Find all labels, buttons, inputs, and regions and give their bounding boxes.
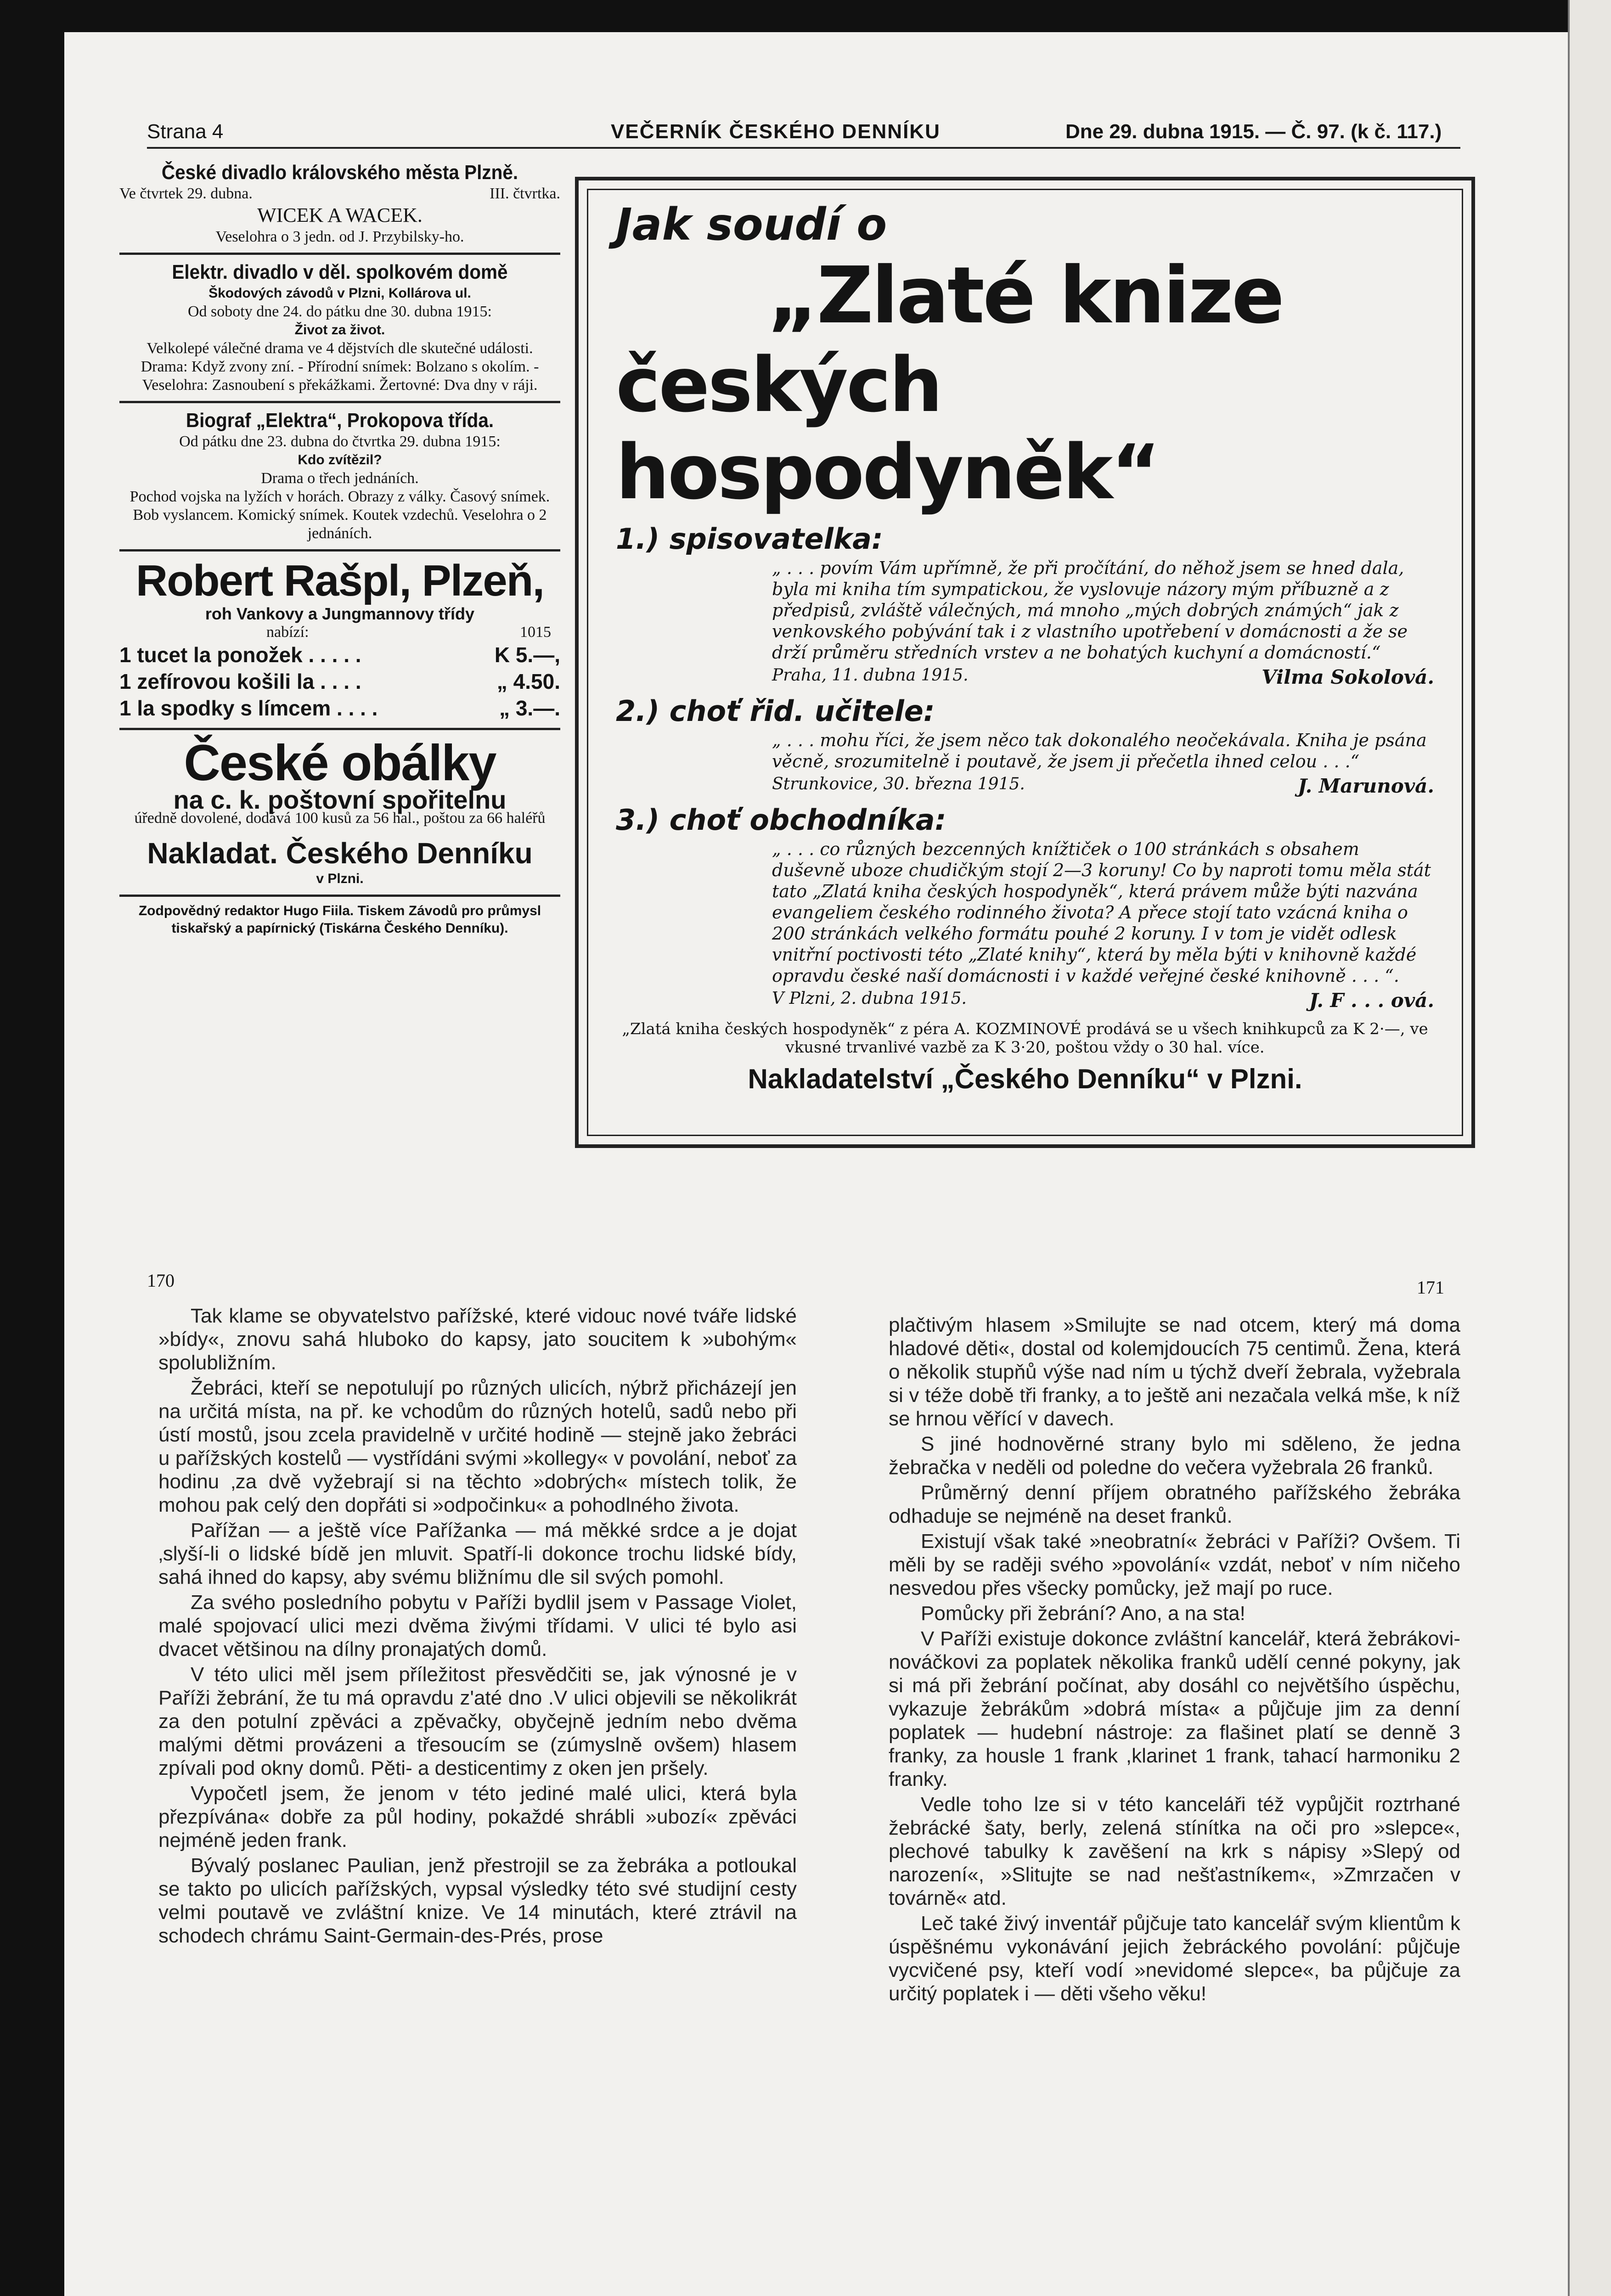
elektr-title: Elektr. divadlo v děl. spolkovém domě (172, 261, 508, 283)
divider (119, 549, 560, 551)
obalky-desc: úředně dovolené, dodává 100 kusů za 56 hal., poštou za 66 haléřů (134, 810, 546, 827)
testimonial-author: 2.) choť řid. učitele: (616, 694, 935, 728)
biograf-listing (119, 409, 560, 543)
obalky-city: v Plzni. (316, 871, 364, 886)
paragraph: Vedle toho lze si v této kanceláři též vypůjčit roztrhané žebrácké šaty, berly, zelená stínítka na oči pro »slepce«, plechové tabulky k zavěšení na krk s nápisy »Slepý od narození«, »Slitujte se nad nešťastníkem«, »Zmrzačen v továrně« atd. (889, 1793, 1460, 1909)
testimonial-quote: „ . . . povím Vám upřímně, že při pročítání, do něhož jsem se hned dala, byla mi kniha tím sympatickou, že vyslovuje názory mým příbuzně a z předpisů, zvláště válečných, má mnoho „mých dobrých známých“ jak z venkovského pobývání tak i z vlastního upotřebení v domácnosti a že se drží průměru středních vrstev a ne bohatých kuchyní a domácností.“ (772, 558, 1408, 663)
testimonial-author: 1.) spisovatelka: (616, 522, 883, 556)
obalky-sub: na c. k. poštovní spořitelnu (173, 785, 507, 814)
raspl-offer: nabízí: (266, 624, 309, 641)
testimonial-name: J. F . . . ová. (1309, 989, 1434, 1012)
ad-title-line2: českých hospodyněk“ (616, 341, 1159, 516)
testimonial-quote: „ . . . mohu říci, že jsem něco tak dokonalého neočekávala. Kniha je psána věcně, srozumitelně i poutavě, že jsem ji přečetla ihned celou . . .“ (772, 730, 1427, 771)
issue-date: Dne 29. dubna 1915. — Č. 97. (k č. 117.) (1065, 120, 1442, 143)
testimonial-place: Praha, 11. dubna 1915. (772, 666, 969, 685)
elektr-desc: Velkolepé válečné drama ve 4 dějstvích dle skutečné události. (146, 340, 533, 357)
elektr-more: Drama: Když zvony zní. - Přírodní snímek: Bolzano s okolím. - Veselohra: Zasnoubení s překážkami. Žertovné: Dva dny v ráji. (141, 358, 539, 394)
theatre-date: Ve čtvrtek 29. dubna. (119, 185, 253, 202)
elektr-feature: Život za život. (294, 322, 385, 338)
left-column (119, 161, 560, 937)
paragraph: Pomůcky při žebrání? Ano, a na sta! (921, 1602, 1245, 1625)
ad-publisher: Nakladatelství „Českého Denníku“ v Plzni. (748, 1064, 1302, 1094)
book-advertisement (575, 177, 1475, 1148)
biograf-dates: Od pátku dne 23. dubna do čtvrtka 29. dubna 1915: (179, 433, 501, 450)
paragraph: Leč také živý inventář půjčuje tato kancelář svým klientům k úspěšnému vykonávání jejich žebráckého povolání: půjčuje vycvičené psy, kteří vodí »nevidomé slepce«, ba půjčuje za určitý poplatek i — děti všeho věku! (889, 1912, 1460, 2005)
paragraph: Za svého posledního pobytu v Paříži bydlil jsem v Passage Violet, malé spojovací ulici mezi dvěma živými třídami. V ulici té bylo asi dvacet většinou na dílny pronajatých domů. (158, 1591, 797, 1660)
newspaper-title: VEČERNÍK ČESKÉHO DENNÍKU (611, 120, 941, 143)
paragraph: Tak klame se obyvatelstvo pařížské, které vidouc nové tváře lidské »bídy«, znovu sahá hluboko do kapsy, jato soucitem k »ubohým« spolubližním. (158, 1305, 797, 1374)
paragraph: S jiné hodnověrné strany bylo mi sděleno, že jedna žebračka v neděli od poledne do večera vyžebrala 26 franků. (889, 1433, 1460, 1479)
ad-intro: Jak soudí o (616, 199, 887, 250)
testimonial-author: 3.) choť obchodníka: (616, 803, 946, 837)
obalky-publisher: Nakladat. Českého Denníku (147, 837, 533, 870)
book-page-number-right: 171 (1417, 1277, 1444, 1298)
divider (119, 728, 560, 730)
paragraph: Existují však také »neobratní« žebráci v Paříži? Ovšem. Ti měli by se raději svého »povolání« vzdát, neboť v ním ničeho nesvedou přes všecky pomůcky, jež mají po ruce. (889, 1530, 1460, 1599)
divider (119, 401, 560, 403)
imprint: Zodpovědný redaktor Hugo Fiila. Tiskem Závodů pro průmysl tiskařský a papírnický (Tiskárna Českého Denníku). (138, 903, 541, 936)
paragraph: V Paříži existuje dokonce zvláštní kancelář, která žebrákovi-nováčkovi za poplatek několika franků udělí cenné pokyny, jak si má při žebrání počínat, aby dosáhl co největšího úspěchu, vykazuje žebrákům »dobrá místa« a půjčuje jim za denní poplatek — hudební nástroje: za flašinet platí se denně 3 franky, za housle 1 frank ,klarinet 1 frank, tahací harmoniku 2 franky. (889, 1627, 1460, 1790)
page-header (83, 120, 1460, 148)
paragraph: Pařížan — a ještě více Pařížanka — má měkké srdce a je dojat ‚slyší-li o lidské bídě jen mluvit. Spatří-li dokonce trochu lidské bídy, sahá ihned do kapsy, aby svému bližnímu dle sil svých pomohl. (158, 1519, 797, 1588)
book-page-number-left: 170 (147, 1270, 175, 1291)
divider (119, 895, 560, 897)
biograf-more: Pochod vojska na lyžích v horách. Obrazy z války. Časový snímek. Bob vyslancem. Komický snímek. Koutek vzdechů. Veselohra o 2 jednáních. (130, 488, 550, 542)
price-row: 1 tucet la ponožek . . . . . K 5.—, (119, 643, 560, 667)
obalky-ad (119, 736, 560, 888)
divider (119, 253, 560, 255)
ad-title-line1: „Zlaté knize (767, 250, 1283, 341)
header-rule (147, 147, 1460, 149)
adjacent-page-edge (1568, 0, 1611, 2296)
testimonial-quote: „ . . . co různých bezcenných knížtiček o 100 stránkách s obsahem duševně uboze chudičkým stojí 2—3 koruny! Co by naproti tomu měla stát tato „Zlatá kniha českých hospodyněk“, která právem může býti nazvána evangeliem českého rodinného života? A přece stojí tato vzácná kniha o 200 stránkách velkého formátu pouhé 2 koruny. I v tom je vidět odlesk vnitřní poctivosti této „Zlaté knihy“, která by měla býti v knihovně každé opravdu české naší domácnosti i v každé veřejné české knihovně . . . “. (772, 839, 1431, 986)
ad-footer: „Zlatá kniha českých hospodyněk“ z péra A. KOZMINOVÉ prodává se u všech knihkupců za K 2·—, ve vkusné trvanlivé vazbě za K 3·20, poštou vždy o 30 hal. více. (622, 1020, 1428, 1057)
theatre-play: WICEK A WACEK. (257, 204, 422, 226)
testimonial-place: Strunkovice, 30. března 1915. (772, 775, 1025, 793)
raspl-ad (119, 557, 560, 721)
paragraph: V této ulici měl jsem příležitost přesvědčiti se, jak výnosné je v Paříži žebrání, že tu má opravdu z'até dno .V ulici objevili se několikrát za den potulní zpěváci a zpěvačky, obyčejně jedním nebo dvěma malými dětmi provázeni a třesoucím se (zúmyslně ovšem) hlasem zpívali pod okny domů. Pěti- a desticentimy z oken jen pršely. (158, 1663, 797, 1779)
raspl-title: Robert Rašpl, Plzeň, (135, 556, 544, 605)
biograf-title: Biograf „Elektra“, Prokopova třída. (186, 409, 494, 432)
testimonial-name: Vilma Sokolová. (1262, 666, 1434, 688)
biograf-feature: Kdo zvítězil? (298, 452, 382, 467)
testimonial-name: J. Marunová. (1297, 775, 1434, 797)
raspl-phone: 1015 (520, 624, 551, 641)
elektr-listing (119, 260, 560, 394)
paragraph: plačtivým hlasem »Smilujte se nad otcem, který má doma hladové děti«, dostal od kolemjdoucích 75 centimů. Žena, která o několik stupňů výše nad ním u týchž dveří žebrala, vyžebrala si v téže době tři franky, a to ještě ani nezačala velká mše, k níž se hrnou věřící v davech. (889, 1314, 1460, 1430)
testimonial-place: V Plzni, 2. dubna 1915. (772, 989, 967, 1008)
theatre-listing (119, 161, 560, 246)
page-number: Strana 4 (147, 120, 224, 143)
biograf-desc: Drama o třech jednáních. (261, 470, 419, 487)
raspl-address: roh Vankovy a Jungmannovy třídy (205, 604, 475, 623)
paragraph: Bývalý poslanec Paulian, jenž přestrojil se za žebráka a potloukal se takto po ulicích pařížských, vypsal výsledky této své studijní cesty velmi poutavě ve zvláštní knize. Ve 14 minutách, které ztrávil na schodech chrámu Saint-Germain-des-Prés, prose (158, 1854, 797, 1947)
theatre-series: III. čtvrtka. (490, 185, 560, 202)
price-row: 1 la spodky s límcem . . . . „ 3.—. (119, 696, 560, 720)
paragraph: Žebráci, kteří se nepotulují po různých ulicích, nýbrž přicházejí jen na určitá místa, na př. ke vchodům do různých hotelů, sadů nebo při ústí mostů, jsou zcela pravidelně v určité hodině — stejně jako žebráci u pařížských kostelů — vystřídáni svými »kollegy« v povolání, neboť za hodinu ‚za dvě vyžebrají si na těchto »dobrých« místech tolik, že mohou pak celý den dopřáti si »odpočinku« a pohodlného života. (158, 1377, 797, 1516)
obalky-title: České obálky (184, 735, 496, 791)
book-text-right (889, 1313, 1460, 2007)
paragraph: Průměrný denní příjem obratného pařížského žebráka odhaduje se nejméně na deset franků. (889, 1481, 1460, 1527)
theatre-title: České divadlo královského města Plzně. (161, 161, 518, 184)
paragraph: Vypočetl jsem, že jenom v této jediné malé ulici, která byla přezpívána« dobře za půl hodiny, pokaždé shrábli »ubozí« zpěváci nejméně jeden frank. (158, 1782, 797, 1851)
price-row: 1 zefírovou košili la . . . . „ 4.50. (119, 670, 560, 693)
book-text-left (158, 1304, 797, 1949)
theatre-desc: Veselohra o 3 jedn. od J. Przybilsky-ho. (215, 228, 464, 245)
elektr-dates: Od soboty dne 24. do pátku dne 30. dubna 1915: (188, 303, 492, 320)
elektr-sub: Škodových závodů v Plzni, Kollárova ul. (208, 286, 471, 301)
